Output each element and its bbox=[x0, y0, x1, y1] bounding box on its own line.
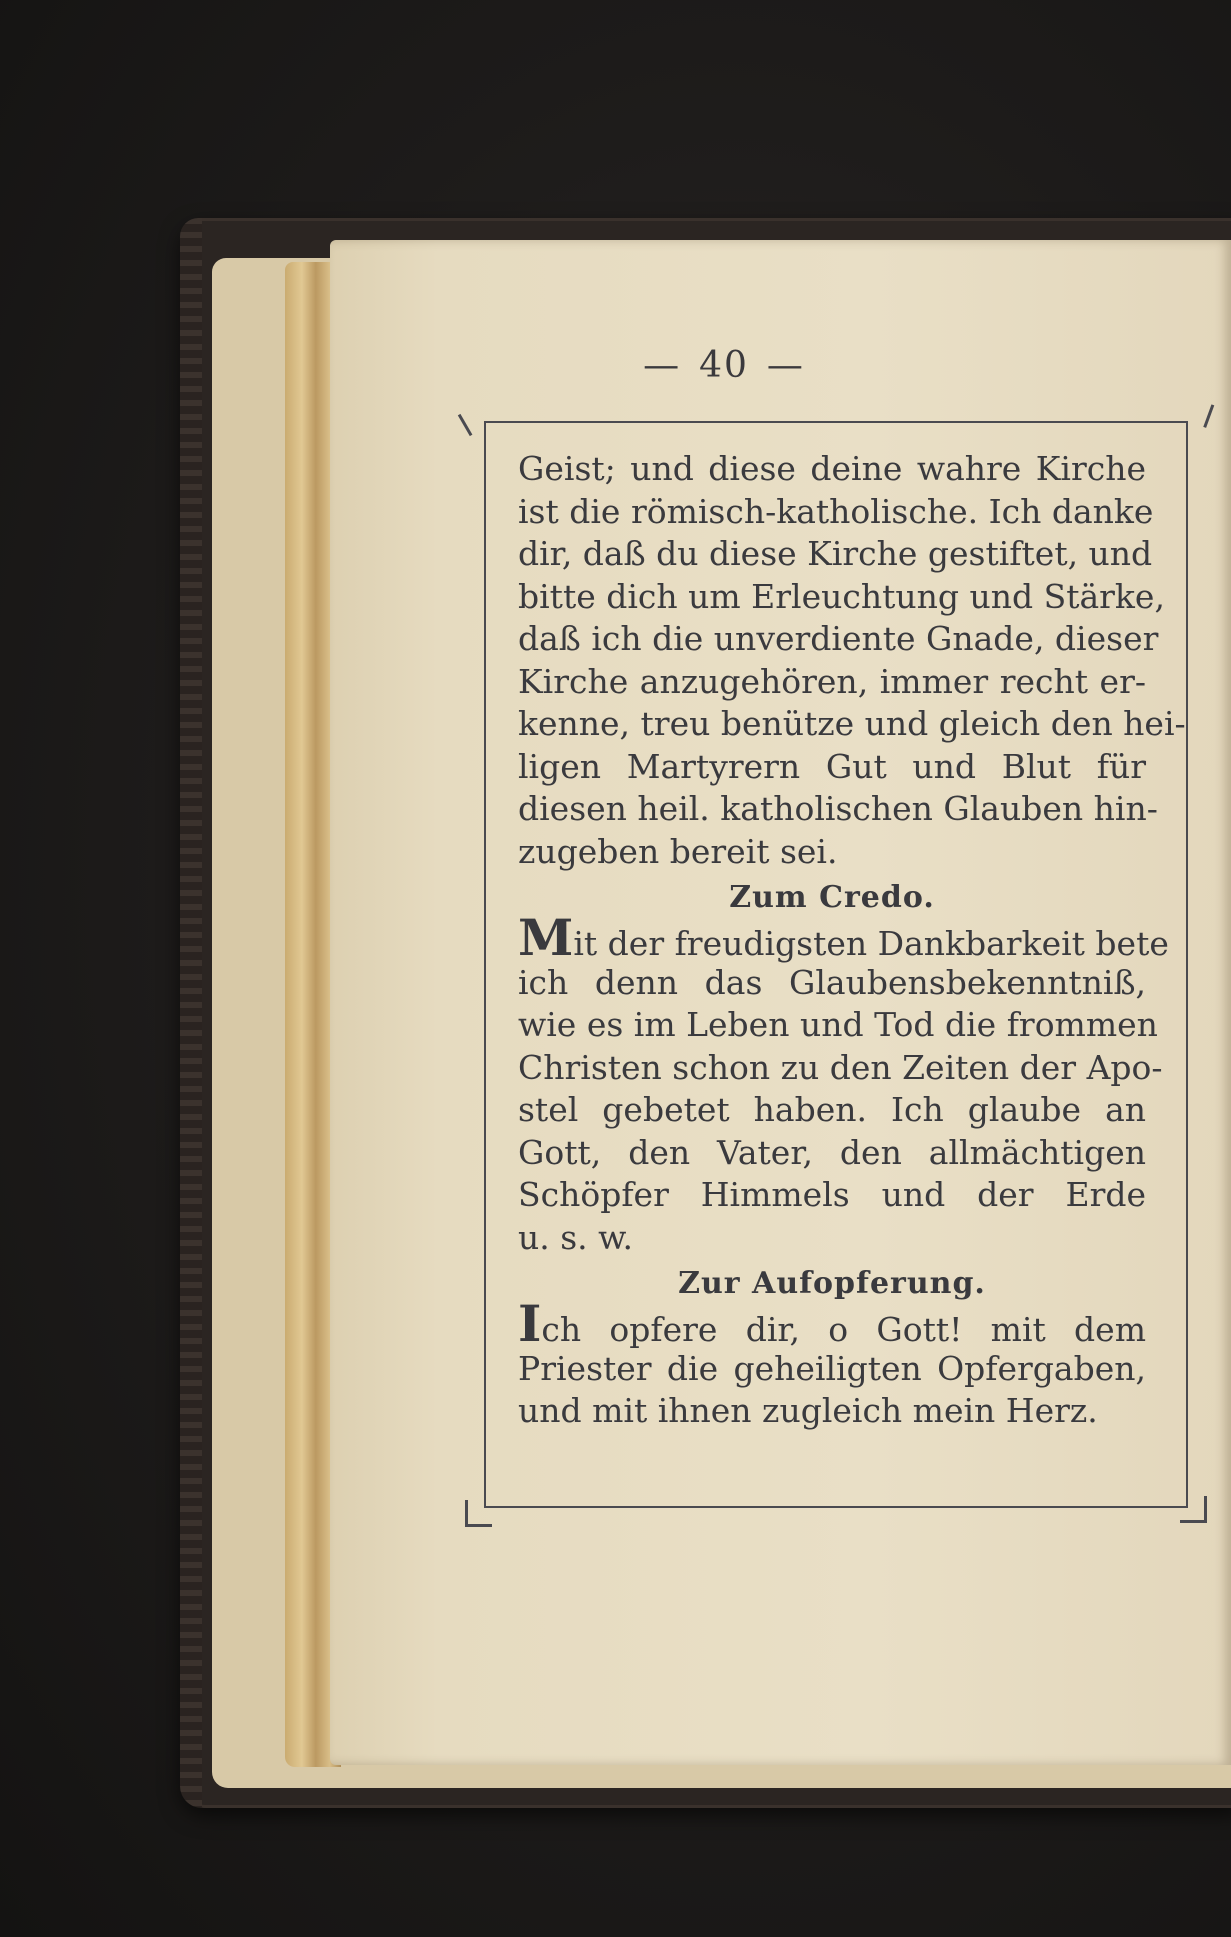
text-line: wie es im Leben und Tod die frommen bbox=[518, 1005, 1158, 1044]
page-number-dash-right: — bbox=[766, 345, 805, 386]
text-line: ist die römisch-katholische. Ich danke bbox=[518, 491, 1154, 531]
text-line: stel gebetet haben. Ich glaube an bbox=[518, 1090, 1146, 1129]
text-line: zugeben bereit sei. bbox=[518, 831, 838, 871]
text-line: und mit ihnen zugleich mein Herz. bbox=[518, 1391, 1098, 1430]
page-number bbox=[625, 345, 823, 386]
text-line: Schöpfer Himmels und der Erde bbox=[518, 1175, 1146, 1214]
page-number-value: 40 bbox=[699, 345, 749, 386]
text-line: dir, daß du diese Kirche gestiftet, und bbox=[518, 534, 1153, 573]
text-line: Christen schon zu den Zeiten der Apo- bbox=[518, 1047, 1163, 1087]
text-line: Gott, den Vater, den allmächtigen bbox=[518, 1132, 1146, 1172]
drop-cap: I bbox=[518, 1294, 542, 1353]
text-line bbox=[518, 908, 1169, 967]
page-text bbox=[518, 448, 1186, 1433]
text-line-rest: it der freudigsten Dankbarkeit bete bbox=[573, 924, 1169, 963]
text-line: ich denn das Glaubensbekenntniß, bbox=[518, 962, 1146, 1002]
text-line: ligen Martyrern Gut und Blut für bbox=[518, 746, 1146, 786]
text-line bbox=[518, 1294, 1146, 1353]
text-line: daß ich die unverdiente Gnade, dieser bbox=[518, 619, 1159, 658]
text-line: diesen heil. katholischen Glauben hin- bbox=[518, 789, 1158, 828]
text-line: kenne, treu benütze und gleich den hei- bbox=[518, 704, 1186, 743]
frame-corner-ornament bbox=[1180, 1496, 1207, 1523]
section-heading-aufopferung: Zur Aufopferung. bbox=[678, 1266, 986, 1301]
book-spine-edge bbox=[180, 218, 202, 1808]
frame-corner-ornament bbox=[465, 1500, 492, 1527]
drop-cap: M bbox=[518, 908, 574, 967]
text-line: Priester die geheiligten Opfergaben, bbox=[518, 1348, 1146, 1388]
text-line: Kirche anzugehören, immer recht er- bbox=[518, 661, 1146, 701]
page-number-dash-left: — bbox=[643, 345, 682, 386]
text-line: bitte dich um Erleuchtung und Stärke, bbox=[518, 576, 1165, 616]
section-heading-credo: Zum Credo. bbox=[729, 880, 935, 915]
text-line: u. s. w. bbox=[518, 1217, 633, 1257]
text-line-rest: ch opfere dir, o Gott! mit dem bbox=[541, 1310, 1146, 1349]
text-line: Geist; und diese deine wahre Kirche bbox=[518, 449, 1146, 488]
